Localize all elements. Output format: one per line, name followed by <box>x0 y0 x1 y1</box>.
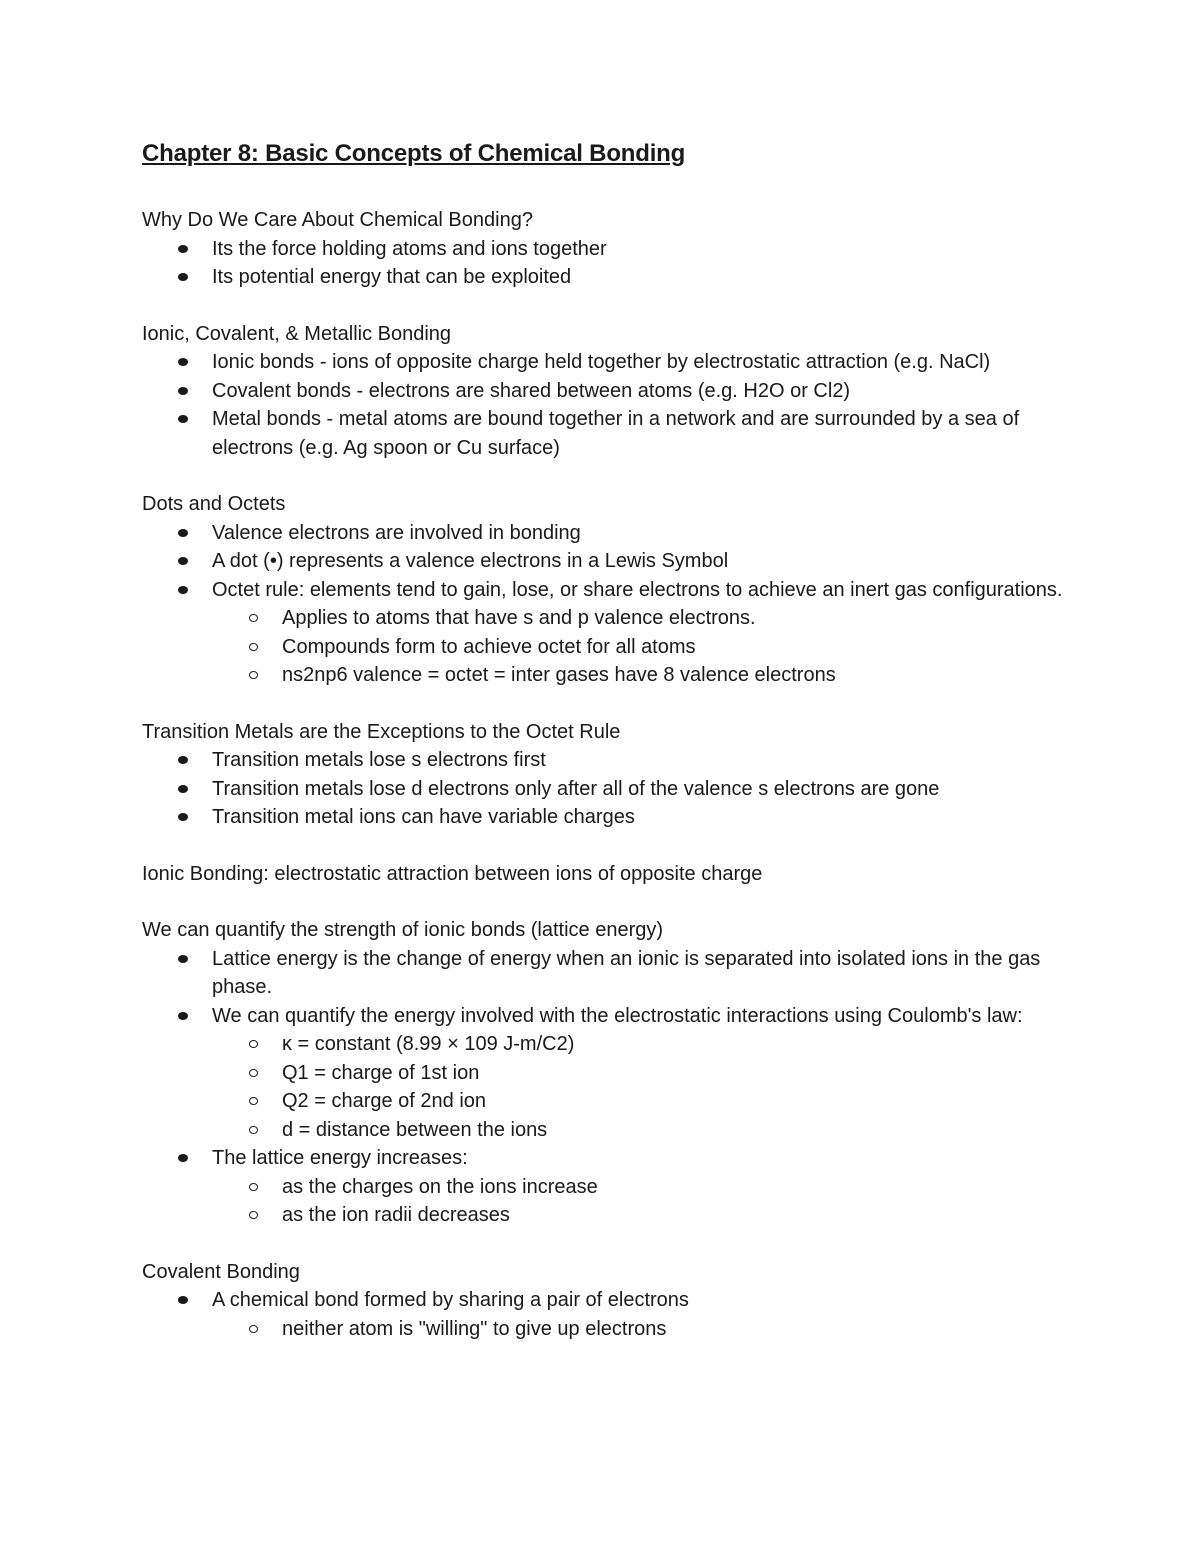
sub-list-item <box>212 661 1072 690</box>
bullet-list <box>142 1286 1072 1343</box>
list-item-text: Lattice energy is the change of energy when an ionic is separated into isolated ions in the gas phase. <box>212 947 1041 998</box>
sub-list-item <box>212 1173 1072 1202</box>
list-item-text: The lattice energy increases: <box>212 1147 468 1169</box>
list-item <box>142 576 1072 690</box>
section <box>142 860 1072 889</box>
sub-list-item-text: Q2 = charge of 2nd ion <box>282 1090 487 1112</box>
sub-bullet-list <box>212 604 1072 690</box>
sub-list-item <box>212 604 1072 633</box>
hollow-bullet-icon <box>249 1183 258 1191</box>
list-item <box>142 377 1072 406</box>
section-heading: Ionic Bonding: electrostatic attraction between ions of opposite charge <box>142 862 763 885</box>
bullet-list <box>142 348 1072 462</box>
sub-list-item <box>212 1030 1072 1059</box>
list-item <box>142 775 1072 804</box>
document-page <box>142 138 1072 1371</box>
sub-bullet-list <box>212 1315 1072 1344</box>
filled-bullet-icon <box>178 1296 188 1304</box>
hollow-bullet-icon <box>249 1325 258 1333</box>
hollow-bullet-icon <box>249 1069 258 1077</box>
filled-bullet-icon <box>178 1012 188 1020</box>
list-item-text: A dot (•) represents a valence electrons in a Lewis Symbol <box>212 550 729 572</box>
section-heading: Ionic, Covalent, & Metallic Bonding <box>142 322 452 345</box>
filled-bullet-icon <box>178 415 188 423</box>
list-item-text: Ionic bonds - ions of opposite charge held together by electrostatic attraction (e.g. NaCl) <box>212 351 991 373</box>
page-title: Chapter 8: Basic Concepts of Chemical Bonding <box>142 140 686 167</box>
list-item-text: Transition metals lose s electrons first <box>212 749 546 771</box>
filled-bullet-icon <box>178 785 188 793</box>
list-item <box>142 405 1072 462</box>
hollow-bullet-icon <box>249 1211 258 1219</box>
filled-bullet-icon <box>178 955 188 963</box>
list-item-text: Octet rule: elements tend to gain, lose, or share electrons to achieve an inert gas configurations. <box>212 578 1063 601</box>
filled-bullet-icon <box>178 756 188 764</box>
filled-bullet-icon <box>178 1154 188 1162</box>
list-item <box>142 235 1072 264</box>
section-heading: Why Do We Care About Chemical Bonding? <box>142 209 533 231</box>
list-item-text: Metal bonds - metal atoms are bound together in a network and are surrounded by a sea of electrons (e.g. Ag spoon or Cu surface) <box>212 408 1020 459</box>
sub-list-item-text: κ = constant (8.99 × 109 J-m/C2) <box>282 1033 575 1055</box>
list-item <box>142 263 1072 292</box>
list-item <box>142 803 1072 832</box>
section <box>142 206 1072 292</box>
document-body <box>142 206 1072 1343</box>
list-item <box>142 746 1072 775</box>
sub-list-item-text: as the charges on the ions increase <box>282 1175 598 1198</box>
sub-list-item <box>212 1116 1072 1145</box>
list-item <box>142 945 1072 1002</box>
list-item-text: Its the force holding atoms and ions together <box>212 237 607 260</box>
filled-bullet-icon <box>178 358 188 366</box>
bullet-list <box>142 519 1072 690</box>
bullet-list <box>142 235 1072 292</box>
list-item-text: Covalent bonds - electrons are shared between atoms (e.g. H2O or Cl2) <box>212 379 851 402</box>
section-heading: Covalent Bonding <box>142 1260 300 1283</box>
section <box>142 1258 1072 1344</box>
filled-bullet-icon <box>178 245 188 253</box>
section-heading: Dots and Octets <box>142 493 286 515</box>
sub-list-item <box>212 1315 1072 1344</box>
list-item-text: Its potential energy that can be exploited <box>212 266 572 288</box>
sub-list-item <box>212 1087 1072 1116</box>
sub-list-item-text: ns2np6 valence = octet = inter gases have 8 valence electrons <box>282 664 836 686</box>
hollow-bullet-icon <box>249 1097 258 1105</box>
list-item-text: We can quantify the energy involved with the electrostatic interactions using Coulomb's law: <box>212 1004 1023 1027</box>
hollow-bullet-icon <box>249 671 258 679</box>
list-item <box>142 348 1072 377</box>
sub-bullet-list <box>212 1030 1072 1144</box>
section-heading: We can quantify the strength of ionic bonds (lattice energy) <box>142 919 664 941</box>
filled-bullet-icon <box>178 273 188 281</box>
section <box>142 490 1072 690</box>
section <box>142 718 1072 832</box>
list-item <box>142 519 1072 548</box>
list-item-text: Transition metal ions can have variable charges <box>212 806 635 828</box>
sub-list-item <box>212 1201 1072 1230</box>
sub-bullet-list <box>212 1173 1072 1230</box>
list-item-text: Transition metals lose d electrons only after all of the valence s electrons are gone <box>212 777 940 800</box>
list-item-text: Valence electrons are involved in bonding <box>212 521 581 544</box>
section-heading: Transition Metals are the Exceptions to the Octet Rule <box>142 720 621 743</box>
list-item <box>142 547 1072 576</box>
hollow-bullet-icon <box>249 643 258 651</box>
bullet-list <box>142 945 1072 1230</box>
hollow-bullet-icon <box>249 1126 258 1134</box>
filled-bullet-icon <box>178 529 188 537</box>
sub-list-item-text: neither atom is "willing" to give up electrons <box>282 1317 667 1340</box>
filled-bullet-icon <box>178 586 188 594</box>
list-item-text: A chemical bond formed by sharing a pair of electrons <box>212 1289 689 1311</box>
section <box>142 916 1072 1230</box>
sub-list-item-text: d = distance between the ions <box>282 1118 548 1141</box>
sub-list-item-text: as the ion radii decreases <box>282 1204 510 1226</box>
list-item <box>142 1002 1072 1145</box>
list-item <box>142 1144 1072 1230</box>
filled-bullet-icon <box>178 387 188 395</box>
list-item <box>142 1286 1072 1343</box>
bullet-list <box>142 746 1072 832</box>
hollow-bullet-icon <box>249 1040 258 1048</box>
sub-list-item-text: Compounds form to achieve octet for all atoms <box>282 635 696 658</box>
hollow-bullet-icon <box>249 614 258 622</box>
section <box>142 320 1072 463</box>
sub-list-item-text: Q1 = charge of 1st ion <box>282 1061 480 1084</box>
filled-bullet-icon <box>178 557 188 565</box>
sub-list-item <box>212 1059 1072 1088</box>
sub-list-item <box>212 633 1072 662</box>
sub-list-item-text: Applies to atoms that have s and p valence electrons. <box>282 607 756 629</box>
filled-bullet-icon <box>178 813 188 821</box>
